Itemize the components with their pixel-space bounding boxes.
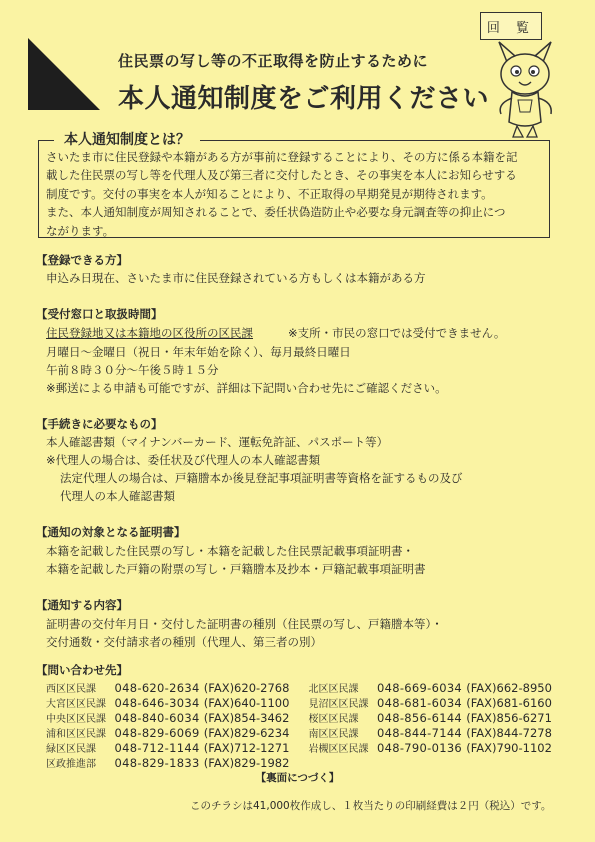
office-fax: (FAX)829-6234 (203, 725, 290, 740)
office-fax: (FAX)790-1102 (466, 740, 552, 755)
office-name: 浦和区区民課 (46, 729, 106, 740)
mascot-icon (485, 40, 565, 140)
notify-heading: 【通知する内容】 (36, 598, 128, 612)
docs-line: 本人確認書類（マイナンバーカード、運転免許証、パスポート等） (46, 435, 389, 449)
page-title: 本人通知制度をご利用ください (118, 84, 490, 114)
office-fax: (FAX)854-3462 (203, 710, 290, 725)
office-fax: (FAX)620-2768 (203, 680, 290, 695)
about-line: さいたま市に住民登録や本籍がある方が事前に登録することにより、その方に係る本籍を記 (46, 150, 518, 164)
table-row (46, 695, 571, 710)
window-heading: 【受付窓口と取扱時間】 (36, 307, 163, 321)
office-phone: 048-790-0136 (376, 740, 463, 755)
office-phone: 048-620-2634 (114, 680, 200, 695)
office-fax: (FAX)712-1271 (203, 740, 290, 755)
contact-table (46, 680, 571, 770)
about-line: 載した住民票の写し等を代理人及び第三者に交付したとき、その事実を本人にお知らせする (46, 168, 517, 183)
about-body (46, 148, 546, 240)
table-row (46, 725, 571, 740)
office-fax: (FAX)681-6160 (466, 695, 552, 710)
table-row (46, 740, 571, 755)
window-line: 午前８時３０分～午後５時１５分 (46, 363, 219, 377)
continue-note: 【裏面につづく】 (255, 772, 340, 784)
docs-line: 法定代理人の場合は、戸籍謄本か後見登記事項証明書等資格を証するもの及び (60, 471, 463, 485)
office-name: 北区区民課 (308, 684, 359, 695)
contact-heading: 【問い合わせ先】 (36, 663, 128, 677)
table-row (46, 755, 571, 770)
about-line: 制度です。交付の事実を本人が知ることにより、不正取得の早期発見が期待されます。 (46, 186, 493, 201)
office-name: 西区区民課 (46, 684, 96, 695)
about-line: ながります。 (46, 223, 115, 238)
register-line: 申込み日現在、さいたま市に住民登録されている方もしくは本籍がある方 (46, 271, 426, 285)
window-branch-note: ※支所・市民の窓口では受付できません。 (288, 326, 506, 340)
docs-line: ※代理人の場合は、委任状及び代理人の本人確認書類 (46, 453, 321, 467)
targets-line: 本籍を記載した戸籍の附票の写し・戸籍謄本及抄本・戸籍記載事項証明書 (46, 562, 426, 576)
office-fax: (FAX)856-6271 (466, 710, 552, 725)
office-phone: 048-646-3034 (114, 695, 200, 710)
office-phone: 048-856-6144 (376, 710, 463, 725)
office-name: 緑区区民課 (46, 744, 96, 755)
office-fax: (FAX)662-8950 (466, 680, 552, 695)
office-fax: (FAX)844-7278 (466, 725, 552, 740)
office-phone: 048-829-6069 (114, 725, 200, 740)
office-fax (466, 755, 571, 770)
office-phone: 048-669-6034 (376, 680, 463, 695)
table-row (46, 680, 571, 695)
targets-line: 本籍を記載した住民票の写し・本籍を記載した住民票記載事項証明書・ (46, 544, 414, 558)
docs-line: 代理人の本人確認書類 (60, 489, 175, 503)
subtitle: 住民票の写し等の不正取得を防止するために (118, 52, 429, 70)
office-name: 南区区民課 (308, 729, 359, 740)
office-fax: (FAX)640-1100 (203, 695, 290, 710)
office-name: 区政推進部 (46, 759, 96, 770)
office-name: 大宮区区民課 (46, 699, 106, 710)
office-phone: 048-840-6034 (114, 710, 200, 725)
office-name: 桜区区民課 (308, 714, 359, 725)
print-cost-note: このチラシは41,000枚作成し、１枚当たりの印刷経費は２円（税込）です。 (190, 800, 552, 812)
circulation-stamp: 回 覧 (480, 12, 542, 40)
office-name (308, 755, 377, 770)
targets-heading: 【通知の対象となる証明書】 (36, 525, 186, 539)
triangle-decoration (28, 38, 100, 110)
office-phone: 048-844-7144 (376, 725, 463, 740)
window-office: 住民登録地又は本籍地の区役所の区民課 (46, 326, 253, 340)
office-phone: 048-829-1833 (114, 755, 200, 770)
office-fax: (FAX)829-1982 (203, 755, 290, 770)
office-name: 見沼区区民課 (308, 699, 369, 710)
office-name: 中央区区民課 (46, 714, 106, 725)
office-phone: 048-681-6034 (376, 695, 463, 710)
notify-line: 証明書の交付年月日・交付した証明書の種別（住民票の写し、戸籍謄本等）・ (46, 617, 443, 631)
office-name: 岩槻区区民課 (308, 744, 369, 755)
office-phone (377, 755, 466, 770)
window-line: ※郵送による申請も可能ですが、詳細は下記問い合わせ先にご確認ください。 (46, 381, 447, 395)
about-line: また、本人通知制度が周知されることで、委任状偽造防止や必要な身元調査等の抑止につ (46, 205, 506, 220)
notify-line: 交付通数・交付請求者の種別（代理人、第三者の別） (46, 635, 322, 649)
office-phone: 048-712-1144 (114, 740, 200, 755)
register-heading: 【登録できる方】 (36, 253, 128, 267)
table-row (46, 710, 571, 725)
window-line: 月曜日～金曜日（祝日・年末年始を除く）、毎月最終日曜日 (46, 345, 351, 359)
docs-heading: 【手続きに必要なもの】 (36, 417, 163, 431)
about-heading: 本人通知制度とは？ (54, 129, 200, 149)
